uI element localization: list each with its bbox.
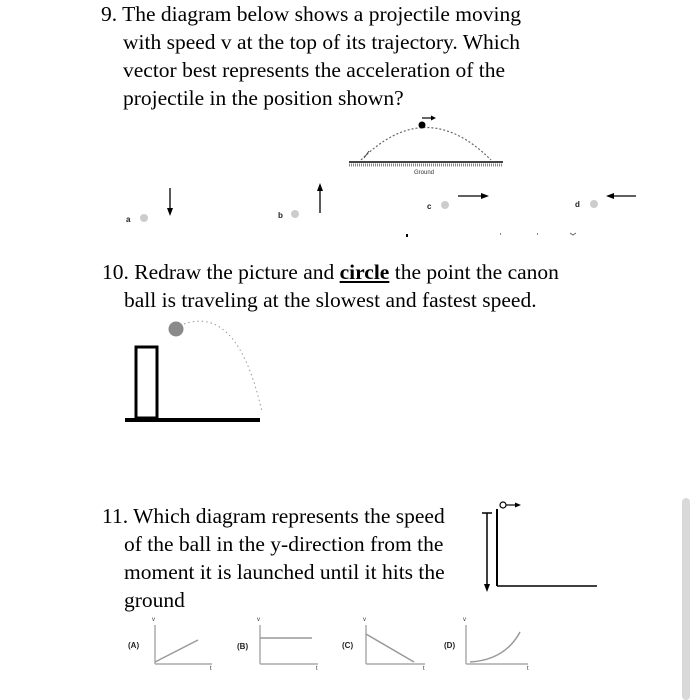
option-d-x-axis-label: t: [527, 666, 529, 672]
option-d-y-axis-label: v: [463, 617, 466, 623]
question-11-line-3: moment it is launched until it hits the: [124, 560, 445, 584]
option-a-graph: [155, 625, 212, 664]
option-c-x-axis-label: t: [423, 666, 425, 672]
question-10-line-1: 10. Redraw the picture and circle the point the canon: [102, 260, 559, 284]
vertical-scrollbar[interactable]: [682, 498, 690, 700]
choice-d-label: d: [575, 200, 580, 209]
question-11-line-4: ground: [124, 588, 185, 612]
option-c-curve: [366, 634, 414, 662]
question-9-line-1: 9. The diagram below shows a projectile moving: [101, 2, 521, 26]
option-a-curve: [155, 640, 198, 662]
question-9-line-2: with speed v at the top of its trajectory. Which: [123, 30, 521, 54]
option-d-label: (D): [444, 641, 456, 650]
question-10-line-2: ball is traveling at the slowest and fastest speed.: [124, 288, 537, 312]
circle-emphasis: circle: [339, 260, 390, 284]
option-b-graph: [260, 625, 318, 664]
choice-c-label: c: [427, 202, 432, 211]
option-b-y-axis-label: v: [257, 617, 260, 623]
question-11-line-1: 11. Which diagram represents the speed: [102, 504, 445, 528]
option-b-label: (B): [237, 642, 249, 651]
ground-label: Ground: [414, 170, 435, 176]
question-9-line-3: vector best represents the acceleration of the: [123, 58, 506, 82]
option-a-y-axis-label: v: [152, 617, 155, 623]
option-d-graph: [466, 625, 528, 664]
question-9-line-4: projectile in the position shown?: [123, 86, 404, 110]
option-c-graph: [366, 625, 425, 664]
question-11-line-2: of the ball in the y-direction from the: [124, 532, 444, 556]
choice-a-label: a: [126, 215, 131, 224]
choice-b-label: b: [278, 211, 283, 220]
option-a-x-axis-label: t: [210, 666, 212, 672]
option-a-label: (A): [128, 641, 140, 650]
option-c-label: (C): [342, 641, 354, 650]
question-9-number: 9.: [101, 2, 118, 26]
option-b-x-axis-label: t: [316, 666, 318, 672]
option-d-curve: [470, 632, 520, 662]
question-10-number: 10.: [102, 260, 129, 284]
option-c-y-axis-label: v: [363, 617, 366, 623]
question-11-number: 11.: [102, 504, 129, 528]
